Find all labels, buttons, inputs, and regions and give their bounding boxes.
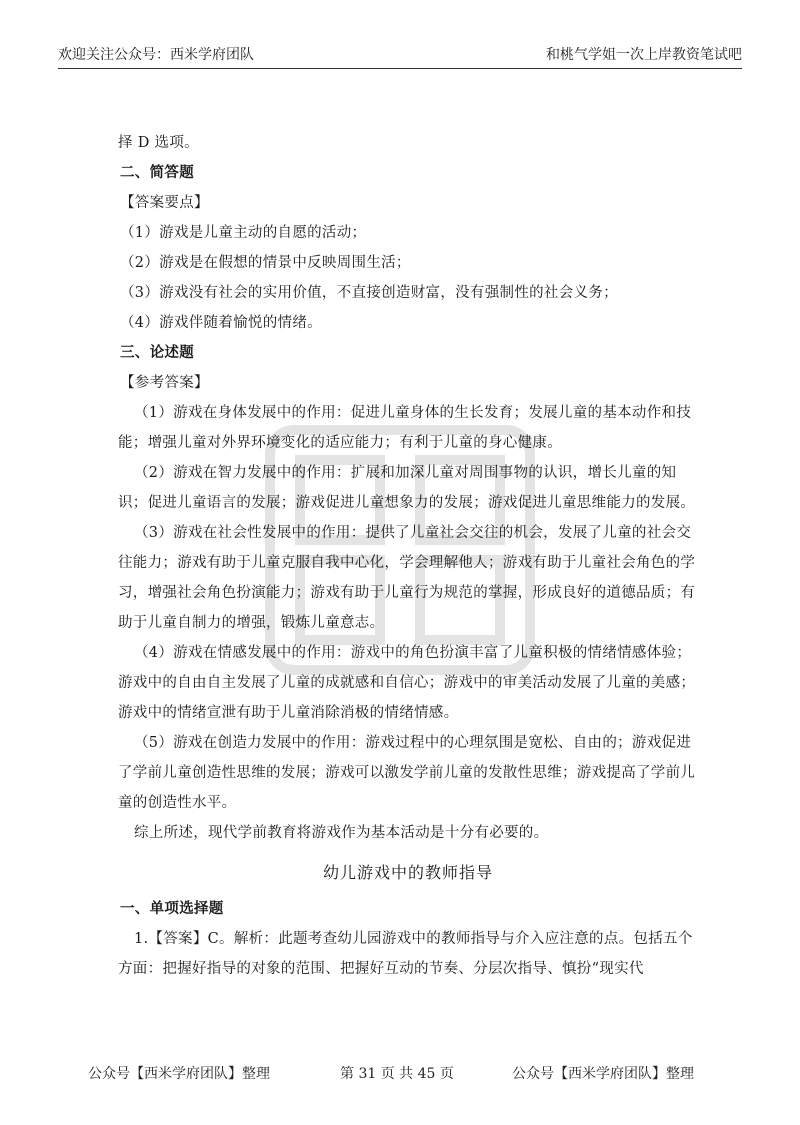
header-left-text: 欢迎关注公众号：西米学府团队: [58, 47, 254, 63]
conclusion-paragraph: 综上所述，现代学前教育将游戏作为基本活动是十分有必要的。: [134, 825, 549, 841]
question-answer-paragraph: 1.【答案】C。解析：此题考查幼儿园游戏中的教师指导与介入应注意的点。包括五个方面：把握好指导的对象的范围、把握好互动的节奏、分层次指导、慎扮“现实代: [118, 931, 693, 977]
essay-paragraph: （4）游戏在情感发展中的作用：游戏中的角色扮演丰富了儿童积极的情绪情感体验；游戏中的自由自主发展了儿童的成就感和自信心；游戏中的审美活动发展了儿童的美感；游戏中的情绪宣泄有助于儿童消除消极的情绪情感。: [118, 645, 696, 721]
essay-paragraph: （5）游戏在创造力发展中的作用：游戏过程中的心理氛围是宽松、自由的；游戏促进了学前儿童创造性思维的发展；游戏可以激发学前儿童的发散性思维；游戏提高了学前儿童的创造性水平。: [118, 735, 696, 811]
essay-paragraph: （2）游戏在智力发展中的作用：扩展和加深儿童对周围事物的认识，增长儿童的知识；促进儿童语言的发展；游戏促进儿童想象力的发展；游戏促进儿童思维能力的发展。: [118, 465, 696, 511]
page-header: [58, 42, 742, 69]
page-number: 第 31 页 共 45 页: [340, 1066, 454, 1082]
heading-single-choice: 一、单项选择题: [120, 900, 224, 917]
label-answer-points: 【答案要点】: [120, 195, 209, 211]
heading-short-answer: 二、简答题: [120, 164, 194, 181]
footer-right-text: 公众号【西米学府团队】整理: [512, 1066, 694, 1082]
page-footer: [0, 1063, 800, 1087]
document-body: [118, 128, 698, 984]
short-answer-item: （3）游戏没有社会的实用价值，不直接创造财富，没有强制性的社会义务；: [120, 285, 618, 301]
short-answer-item: （4）游戏伴随着愉悦的情绪。: [120, 315, 322, 331]
label-reference-answer: 【参考答案】: [120, 375, 209, 391]
short-answer-item: （2）游戏是在假想的情景中反映周围生活；: [120, 255, 411, 271]
short-answer-item: （1）游戏是儿童主动的自愿的活动；: [120, 225, 367, 241]
heading-essay: 三、论述题: [120, 344, 194, 361]
footer-left-text: 公众号【西米学府团队】整理: [88, 1066, 270, 1082]
paragraph-continuation: 择 D 选项。: [118, 135, 199, 151]
essay-paragraph: （1）游戏在身体发展中的作用：促进儿童身体的生长发育；发展儿童的基本动作和技能；增强儿童对外界环境变化的适应能力；有利于儿童的身心健康。: [118, 405, 692, 451]
header-right-text: 和桃气学姐一次上岸教资笔试吧: [546, 47, 742, 63]
essay-paragraph: （3）游戏在社会性发展中的作用：提供了儿童社会交往的机会，发展了儿童的社会交往能力；游戏有助于儿童克服自我中心化，学会理解他人；游戏有助于儿童社会角色的学习，增强社会角色扮演能力；游戏有助于儿童行为规范的掌握，形成良好的道德品质；有助于儿童自制力的增强，锻炼儿童意志。: [118, 525, 696, 631]
section-title: 幼儿游戏中的教师指导: [322, 863, 493, 882]
